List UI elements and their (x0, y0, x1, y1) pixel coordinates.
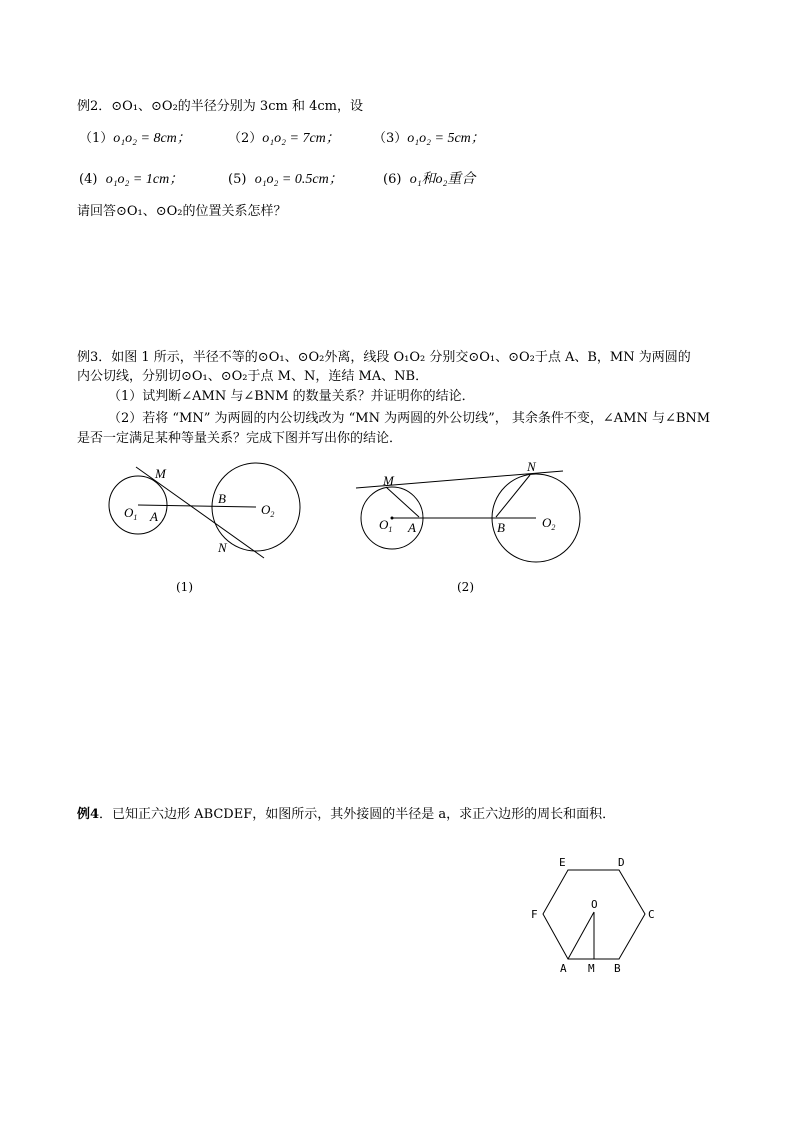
fig2-label-n: N (527, 459, 536, 474)
fig1-label-m: M (155, 466, 166, 481)
ex3-part2a: （2）若将 “MN” 为两圆的内公切线改为 “MN 为两圆的外公切线”， 其余条件不变，∠AMN 与∠BNM (108, 411, 711, 426)
hex-label-f: F (531, 908, 538, 921)
fig1-label-o1: $O_1$ (124, 505, 138, 522)
fig2-label-b: B (497, 520, 505, 535)
hex-label-a: A (560, 962, 567, 975)
ex2-item-6-expr: o₁和o₂重合 (409, 172, 476, 187)
fig2-label-m: M (383, 473, 394, 488)
ex2-item-5-num: (5) (228, 172, 247, 187)
fig1-label-a: A (150, 509, 158, 524)
ex2-item-2-expr: o₁o₂ = 7cm； (262, 131, 340, 146)
fig1-label-o2: $O_2$ (261, 502, 275, 519)
hex-label-o: O (591, 898, 598, 911)
fig2-label-a: A (408, 520, 416, 535)
fig1-label-b: B (218, 491, 226, 506)
hex-label-m: M (588, 962, 595, 975)
ex2-item-1-expr: o₁o₂ = 8cm； (113, 131, 191, 146)
ex3-line2: 内公切线，分别切⊙O₁、⊙O₂于点 M、N，连结 MA、NB． (77, 369, 429, 384)
ex2-item-3-num: （3） (373, 131, 408, 146)
fig1-caption: (1) (176, 580, 193, 594)
ex2-item-2-num: （2） (228, 131, 263, 146)
ex2-item-6-num: (6) (383, 172, 402, 187)
ex4-label: 例4 (77, 807, 100, 822)
ex2-question: 请回答⊙O₁、⊙O₂的位置关系怎样？ (77, 204, 287, 219)
hex-segment-ao (568, 912, 594, 959)
ex4-statement: ．已知正六边形 ABCDEF，如图所示，其外接圆的半径是 a，求正六边形的周长和面积． (99, 807, 616, 822)
hex-label-b: B (614, 962, 621, 975)
fig1-label-n: N (218, 540, 227, 555)
hex-label-d: D (618, 856, 625, 869)
fig2-label-o2: $O_2$ (542, 515, 556, 532)
ex2-item-4-num: (4) (79, 172, 98, 187)
ex2-item-5-expr: o₁o₂ = 0.5cm； (254, 172, 343, 187)
hex-label-e: E (559, 856, 566, 869)
ex3-part2b: 是否一定满足某种等量关系？完成下图并写出你的结论． (77, 431, 403, 446)
ex3-line1: 例3．如图 1 所示，半径不等的⊙O₁、⊙O₂外离，线段 O₁O₂ 分别交⊙O₁、⊙O₂于点 A、B，MN 为两圆的 (77, 350, 691, 365)
ex2-item-4-expr: o₁o₂ = 1cm； (105, 172, 184, 187)
hex-label-c: C (648, 908, 655, 921)
ex2-item-1-num: （1） (79, 131, 114, 146)
ex3-part1: （1）试判断∠AMN 与∠BNM 的数量关系？并证明你的结论． (108, 389, 475, 404)
ex2-item-3-expr: o₁o₂ = 5cm； (407, 131, 485, 146)
ex2-heading: 例2．⊙O₁、⊙O₂的半径分别为 3cm 和 4cm，设 (77, 99, 363, 114)
fig2-label-o1: $O_1$ (379, 517, 393, 534)
fig2-caption: (2) (457, 580, 474, 594)
